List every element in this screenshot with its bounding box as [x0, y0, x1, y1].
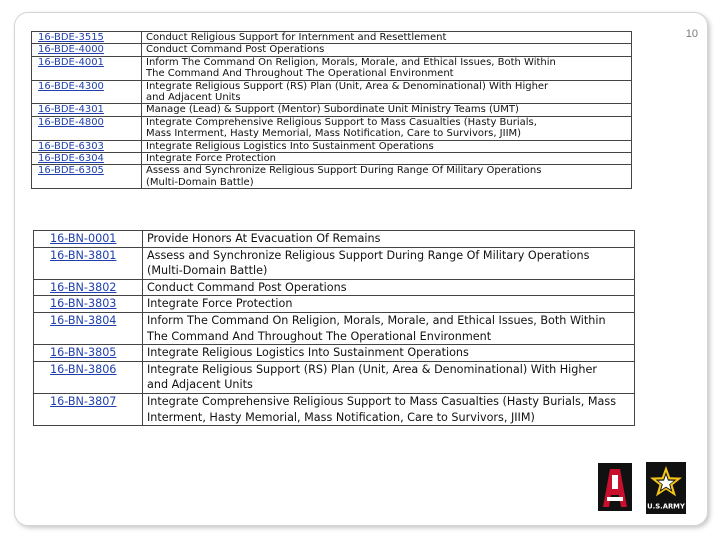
- battalion-task-table: [33, 230, 635, 426]
- task-description-line: Mass Interment, Hasty Memorial, Mass Notification, Care to Survivors, JIIM): [146, 128, 522, 140]
- task-code-link[interactable]: 16-BN-0001: [34, 231, 143, 248]
- task-description-line: Integrate Comprehensive Religious Support to Mass Casualties (Hasty Burials, Mass: [147, 394, 617, 408]
- task-description-line: Integrate Force Protection: [146, 153, 277, 165]
- task-description-line: Inform The Command On Religion, Morals, Morale, and Ethical Issues, Both Within: [146, 56, 556, 68]
- task-code-link[interactable]: 16-BDE-4300: [32, 80, 142, 104]
- task-description-line: Integrate Comprehensive Religious Support to Mass Casualties (Hasty Burials,: [146, 116, 537, 128]
- task-description-line: Conduct Command Post Operations: [147, 280, 347, 294]
- table-row: [34, 345, 635, 362]
- task-description: [143, 312, 635, 344]
- task-description: [142, 80, 632, 104]
- task-description-line: and Adjacent Units: [147, 378, 253, 392]
- page-number: 10: [685, 28, 698, 40]
- task-description: [143, 279, 635, 296]
- table-row: [32, 56, 632, 80]
- first-army-logo-icon: [598, 463, 632, 511]
- task-description-line: Integrate Force Protection: [147, 297, 293, 311]
- task-description-line: Conduct Command Post Operations: [146, 44, 325, 56]
- task-description-line: Assess and Synchronize Religious Support During Range Of Military Operations: [147, 248, 590, 262]
- table-row: [32, 80, 632, 104]
- task-description-line: (Multi-Domain Battle): [147, 264, 268, 278]
- table-row: [34, 247, 635, 279]
- task-description-line: Manage (Lead) & Support (Mentor) Subordinate Unit Ministry Teams (UMT): [146, 104, 519, 116]
- table-row: [32, 165, 632, 189]
- us-army-star-logo-icon: [646, 462, 686, 514]
- task-description-line: Integrate Religious Support (RS) Plan (Unit, Area & Denominational) With Higher: [147, 362, 597, 376]
- task-code-link[interactable]: 16-BN-3806: [34, 361, 143, 393]
- task-code-link[interactable]: 16-BDE-6303: [32, 140, 142, 152]
- task-code-link[interactable]: 16-BDE-4800: [32, 116, 142, 140]
- task-description: [142, 140, 632, 152]
- task-description: [143, 231, 635, 248]
- task-description-line: Provide Honors At Evacuation Of Remains: [147, 232, 381, 245]
- table-row: [34, 296, 635, 313]
- task-description-line: The Command And Throughout The Operational Environment: [147, 329, 492, 343]
- table-row: [32, 32, 632, 44]
- task-code-link[interactable]: 16-BN-3804: [34, 312, 143, 344]
- task-code-link[interactable]: 16-BN-3801: [34, 247, 143, 279]
- task-description-line: Integrate Religious Logistics Into Sustainment Operations: [147, 346, 469, 360]
- task-description-line: and Adjacent Units: [146, 92, 241, 104]
- task-description: [142, 153, 632, 165]
- task-description: [142, 44, 632, 56]
- task-description-line: Interment, Hasty Memorial, Mass Notification, Care to Survivors, JIIM): [147, 410, 535, 424]
- task-description-line: Integrate Religious Logistics Into Sustainment Operations: [146, 140, 434, 152]
- task-description: [142, 56, 632, 80]
- table-row: [34, 361, 635, 393]
- task-description-line: (Multi-Domain Battle): [146, 176, 254, 188]
- task-description: [143, 247, 635, 279]
- task-description-line: Inform The Command On Religion, Morals, Morale, and Ethical Issues, Both Within: [147, 313, 606, 327]
- task-code-link[interactable]: 16-BDE-6305: [32, 165, 142, 189]
- table-row: [34, 279, 635, 296]
- task-code-link[interactable]: 16-BN-3803: [34, 296, 143, 313]
- table-row: [32, 153, 632, 165]
- task-code-link[interactable]: 16-BN-3805: [34, 345, 143, 362]
- task-description-line: Integrate Religious Support (RS) Plan (Unit, Area & Denominational) With Higher: [146, 80, 549, 92]
- task-code-link[interactable]: 16-BN-3802: [34, 279, 143, 296]
- task-description-line: Conduct Religious Support for Internment and Resettlement: [146, 32, 447, 43]
- task-description-line: The Command And Throughout The Operational Environment: [146, 68, 454, 80]
- table-row: [32, 116, 632, 140]
- task-description: [142, 116, 632, 140]
- task-description: [143, 393, 635, 425]
- task-code-link[interactable]: 16-BDE-6304: [32, 153, 142, 165]
- table-row: [34, 312, 635, 344]
- task-description-line: Assess and Synchronize Religious Support During Range Of Military Operations: [146, 165, 542, 177]
- task-description: [142, 104, 632, 116]
- task-description: [142, 165, 632, 189]
- task-code-link[interactable]: 16-BDE-4301: [32, 104, 142, 116]
- table-row: [34, 231, 635, 248]
- task-description: [142, 32, 632, 44]
- task-description: [143, 361, 635, 393]
- task-code-link[interactable]: 16-BN-3807: [34, 393, 143, 425]
- us-army-caption: U.S.ARMY: [647, 502, 685, 511]
- table-row: [32, 44, 632, 56]
- task-description: [143, 296, 635, 313]
- table-row: [32, 104, 632, 116]
- task-code-link[interactable]: 16-BDE-3515: [32, 32, 142, 44]
- task-code-link[interactable]: 16-BDE-4001: [32, 56, 142, 80]
- brigade-task-table: [31, 31, 632, 189]
- table-row: [34, 393, 635, 425]
- table-row: [32, 140, 632, 152]
- task-code-link[interactable]: 16-BDE-4000: [32, 44, 142, 56]
- task-description: [143, 345, 635, 362]
